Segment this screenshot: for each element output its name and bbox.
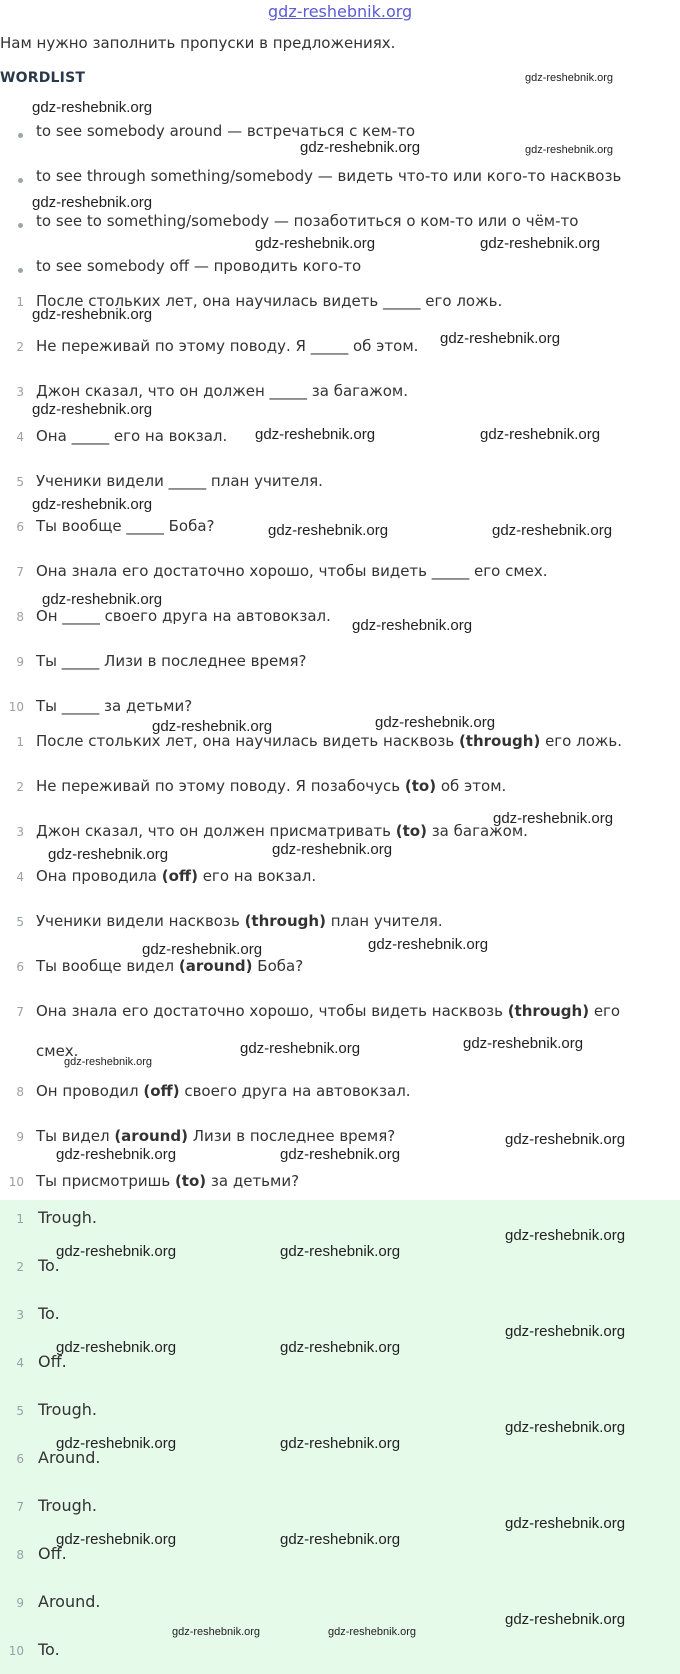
site-title[interactable]: gdz-reshebnik.org — [268, 2, 413, 21]
answer-word: (around) — [114, 1127, 188, 1145]
watermark: gdz-reshebnik.org — [375, 714, 496, 731]
answer-text: To. — [38, 1256, 60, 1275]
answer-word: (off) — [143, 1082, 180, 1100]
wordlist-item: to see to something/somebody — позаботиться о ком-то или о чём-то — [36, 212, 579, 230]
answer-text: Off. — [38, 1544, 67, 1563]
watermark: gdz-reshebnik.org — [32, 194, 153, 211]
answer-word: (through) — [244, 912, 326, 930]
answer-word: (to) — [395, 822, 427, 840]
sentence-text: за детьми? — [206, 1172, 300, 1190]
watermark: gdz-reshebnik.org — [152, 718, 273, 735]
exercise-number: 1 — [16, 295, 24, 309]
filled-number: 7 — [16, 1005, 24, 1019]
filled-sentence — [36, 1002, 620, 1020]
watermark: gdz-reshebnik.org — [42, 591, 163, 608]
answer-number: 6 — [16, 1452, 24, 1466]
sentence-text: его на вокзал. — [197, 867, 317, 885]
filled-sentence — [36, 732, 622, 750]
wordlist-bullet — [18, 268, 23, 273]
sentence-text: Он проводил — [36, 1082, 144, 1100]
watermark: gdz-reshebnik.org — [280, 1146, 401, 1163]
filled-sentence — [36, 867, 316, 885]
answer-text: Around. — [38, 1448, 101, 1467]
answer-text: Trough. — [38, 1400, 97, 1419]
filled-number: 6 — [16, 960, 24, 974]
watermark: gdz-reshebnik.org — [480, 426, 601, 443]
watermark: gdz-reshebnik.org — [505, 1227, 626, 1244]
watermark: gdz-reshebnik.org — [268, 522, 389, 539]
answer-word: (off) — [161, 867, 198, 885]
watermark: gdz-reshebnik.org — [492, 522, 613, 539]
answer-number: 8 — [16, 1548, 24, 1562]
sentence-text: Она проводила — [36, 867, 162, 885]
watermark: gdz-reshebnik.org — [56, 1531, 177, 1548]
exercise-sentence: Он _____ своего друга на автовокзал. — [36, 607, 331, 625]
filled-number: 3 — [16, 825, 24, 839]
exercise-sentence: Ты _____ за детьми? — [36, 697, 193, 715]
filled-sentence — [36, 1127, 395, 1145]
filled-sentence — [36, 822, 528, 840]
answer-word: (to) — [174, 1172, 207, 1190]
watermark: gdz-reshebnik.org — [32, 496, 153, 513]
wordlist-heading: WORDLIST — [0, 70, 86, 86]
filled-number: 2 — [16, 780, 24, 794]
watermark: gdz-reshebnik.org — [368, 936, 489, 953]
filled-sentence — [36, 957, 303, 975]
sentence-text: план учителя. — [325, 912, 443, 930]
watermark: gdz-reshebnik.org — [463, 1035, 584, 1052]
exercise-sentence: Не переживай по этому поводу. Я _____ об этом. — [36, 337, 419, 355]
answer-word: (through) — [507, 1002, 590, 1020]
watermark: gdz-reshebnik.org — [64, 1056, 153, 1068]
sentence-text: Ты присмотришь — [36, 1172, 175, 1190]
watermark: gdz-reshebnik.org — [32, 401, 153, 418]
watermark: gdz-reshebnik.org — [32, 306, 153, 323]
filled-sentence — [36, 777, 506, 795]
watermark: gdz-reshebnik.org — [328, 1626, 417, 1638]
answer-word: (through) — [458, 732, 541, 750]
watermark: gdz-reshebnik.org — [352, 617, 473, 634]
sentence-text: об этом. — [436, 777, 507, 795]
wordlist-item: to see somebody off — проводить кого-то — [36, 257, 362, 275]
watermark: gdz-reshebnik.org — [56, 1435, 177, 1452]
exercise-sentence: Ты _____ Лизи в последнее время? — [36, 652, 307, 670]
watermark: gdz-reshebnik.org — [525, 72, 614, 84]
sentence-text: его — [589, 1002, 621, 1020]
filled-sentence — [36, 1172, 299, 1190]
watermark: gdz-reshebnik.org — [280, 1531, 401, 1548]
watermark: gdz-reshebnik.org — [48, 846, 169, 863]
sentence-text: его ложь. — [540, 732, 623, 750]
watermark: gdz-reshebnik.org — [56, 1339, 177, 1356]
answer-text: Around. — [38, 1592, 101, 1611]
sentence-text: После стольких лет, она научилась видеть насквозь — [36, 732, 459, 750]
sentence-text: Не переживай по этому поводу. Я позабочусь — [36, 777, 405, 795]
watermark: gdz-reshebnik.org — [480, 235, 601, 252]
intro-text: Нам нужно заполнить пропуски в предложениях. — [0, 34, 396, 52]
wordlist-item: to see through something/somebody — видеть что-то или кого-то насквозь — [36, 167, 622, 185]
watermark: gdz-reshebnik.org — [172, 1626, 261, 1638]
watermark: gdz-reshebnik.org — [505, 1611, 626, 1628]
watermark: gdz-reshebnik.org — [505, 1419, 626, 1436]
sentence-text: Боба? — [252, 957, 304, 975]
wordlist-bullet — [18, 178, 23, 183]
filled-number: 5 — [16, 915, 24, 929]
exercise-number: 4 — [16, 430, 24, 444]
watermark: gdz-reshebnik.org — [505, 1323, 626, 1340]
sentence-text: Ученики видели насквозь — [36, 912, 245, 930]
sentence-text: Ты видел — [36, 1127, 115, 1145]
exercise-sentence: После стольких лет, она научилась видеть _____ его ложь. — [36, 292, 503, 310]
answer-text: Off. — [38, 1352, 67, 1371]
answer-number: 4 — [16, 1356, 24, 1370]
exercise-number: 6 — [16, 520, 24, 534]
watermark: gdz-reshebnik.org — [56, 1146, 177, 1163]
filled-number: 8 — [16, 1085, 24, 1099]
watermark: gdz-reshebnik.org — [505, 1131, 626, 1148]
sentence-text: Ты вообще видел — [36, 957, 179, 975]
sentence-text: Она знала его достаточно хорошо, чтобы видеть насквозь — [36, 1002, 508, 1020]
exercise-sentence: Она _____ его на вокзал. — [36, 427, 228, 445]
sentence-text: Лизи в последнее время? — [187, 1127, 396, 1145]
answer-number: 10 — [8, 1644, 24, 1658]
sentence-text: смех. — [36, 1042, 79, 1060]
answer-number: 9 — [16, 1596, 24, 1610]
exercise-sentence: Она знала его достаточно хорошо, чтобы видеть _____ его смех. — [36, 562, 548, 580]
answer-word: (to) — [404, 777, 437, 795]
wordlist-bullet — [18, 223, 23, 228]
watermark: gdz-reshebnik.org — [440, 330, 561, 347]
sentence-text: Джон сказал, что он должен присматривать — [36, 822, 396, 840]
filled-number: 10 — [8, 1175, 24, 1189]
exercise-number: 2 — [16, 340, 24, 354]
filled-number: 4 — [16, 870, 24, 884]
watermark: gdz-reshebnik.org — [300, 139, 421, 156]
watermark: gdz-reshebnik.org — [56, 1243, 177, 1260]
answer-number: 7 — [16, 1500, 24, 1514]
exercise-number: 7 — [16, 565, 24, 579]
wordlist-item: to see somebody around — встречаться с кем-то — [36, 122, 416, 140]
exercise-number: 9 — [16, 655, 24, 669]
wordlist-bullet — [18, 133, 23, 138]
exercise-number: 10 — [8, 700, 24, 714]
answer-number: 5 — [16, 1404, 24, 1418]
exercise-sentence: Ты вообще _____ Боба? — [36, 517, 215, 535]
watermark: gdz-reshebnik.org — [525, 144, 614, 156]
filled-number: 9 — [16, 1130, 24, 1144]
watermark: gdz-reshebnik.org — [272, 841, 393, 858]
answer-number: 1 — [16, 1212, 24, 1226]
answer-number: 3 — [16, 1308, 24, 1322]
filled-sentence — [36, 1082, 411, 1100]
watermark: gdz-reshebnik.org — [255, 235, 376, 252]
answer-text: Trough. — [38, 1208, 97, 1227]
watermark: gdz-reshebnik.org — [493, 810, 614, 827]
answer-number: 2 — [16, 1260, 24, 1274]
sentence-text: своего друга на автовокзал. — [179, 1082, 411, 1100]
filled-sentence — [36, 912, 443, 930]
watermark: gdz-reshebnik.org — [255, 426, 376, 443]
answer-word: (around) — [178, 957, 253, 975]
watermark: gdz-reshebnik.org — [280, 1339, 401, 1356]
exercise-number: 5 — [16, 475, 24, 489]
answer-text: Trough. — [38, 1496, 97, 1515]
watermark: gdz-reshebnik.org — [32, 99, 153, 116]
watermark: gdz-reshebnik.org — [280, 1243, 401, 1260]
answer-text: To. — [38, 1640, 60, 1659]
answer-text: To. — [38, 1304, 60, 1323]
watermark: gdz-reshebnik.org — [240, 1040, 361, 1057]
exercise-sentence: Ученики видели _____ план учителя. — [36, 472, 323, 490]
exercise-number: 8 — [16, 610, 24, 624]
exercise-number: 3 — [16, 385, 24, 399]
filled-number: 1 — [16, 735, 24, 749]
sentence-text: за багажом. — [426, 822, 528, 840]
watermark: gdz-reshebnik.org — [505, 1515, 626, 1532]
watermark: gdz-reshebnik.org — [280, 1435, 401, 1452]
watermark: gdz-reshebnik.org — [142, 941, 263, 958]
exercise-sentence: Джон сказал, что он должен _____ за багажом. — [36, 382, 409, 400]
